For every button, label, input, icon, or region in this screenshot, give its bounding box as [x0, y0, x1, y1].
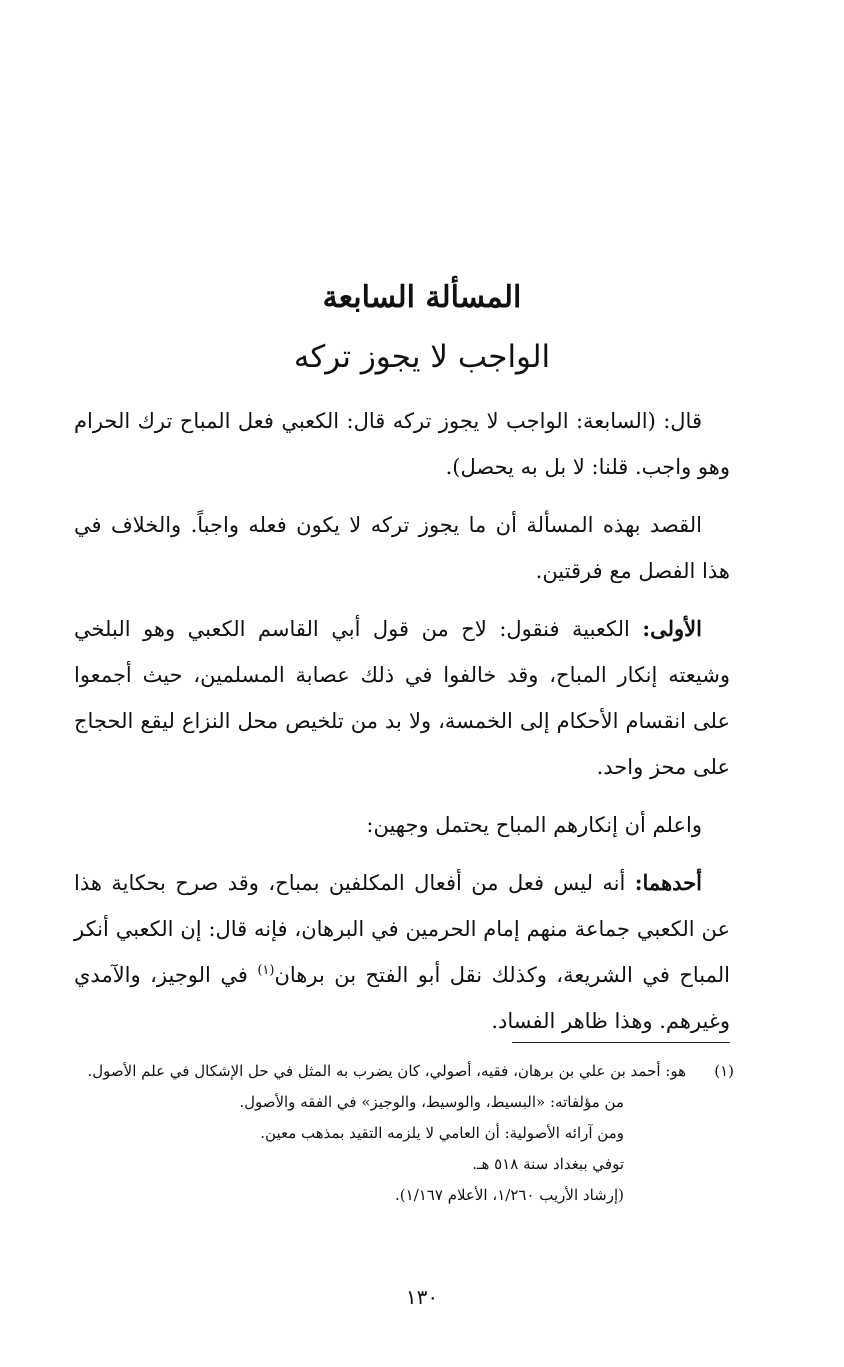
paragraph-first-group [74, 606, 730, 790]
first-aspect-text-b: في الوجيز، والآمدي وغيرهم. وهذا ظاهر الفساد. [74, 963, 730, 1033]
chapter-subtitle: الواجب لا يجوز تركه [293, 339, 551, 375]
footnote-line-death: توفي ببغداد سنة ٥١٨ هـ. [472, 1155, 624, 1173]
footnotes [74, 1056, 734, 1211]
paragraph-intro: القصد بهذه المسألة أن ما يجوز تركه لا يكون فعله واجباً. والخلاف في هذا الفصل مع فرقتين. [74, 513, 730, 583]
footnote-number: (١) [714, 1062, 734, 1080]
paragraph-first-aspect [74, 860, 730, 1044]
first-group-label: الأولى: [642, 616, 702, 641]
footnote-line-sources: (إرشاد الأريب ١/٢٦٠، الأعلام ١/١٦٧). [395, 1186, 624, 1204]
footnote-entry [74, 1056, 734, 1087]
main-text [74, 398, 730, 1056]
first-aspect-label: أحدهما: [634, 870, 702, 895]
first-group-text: الكعبية فنقول: لاح من قول أبي القاسم الكعبي وهو البلخي وشيعته إنكار المباح، وقد خالفوا في ذلك عصابة المسلمين، حيث أجمعوا على انقسام الأحكام إلى الخمسة، ولا بد من تلخيص محل النزاع ليقع الحجاج على محز واحد. [74, 617, 730, 779]
page-number: ١٣٠ [405, 1285, 439, 1309]
first-aspect-text-a: أنه ليس فعل من أفعال المكلفين بمباح، وقد صرح بحكاية هذا عن الكعبي جماعة منهم إمام الحرمين في البرهان، فإنه قال: إن الكعبي أنكر المباح في الشريعة، وكذلك نقل أبو الفتح بن برهان [74, 871, 730, 987]
footnote-line-opinions: ومن آرائه الأصولية: أن العامي لا يلزمه التقيد بمذهب معين. [260, 1124, 624, 1142]
paragraph-two-aspects: واعلم أن إنكارهم المباح يحتمل وجهين: [366, 813, 702, 837]
footnote-line-works: من مؤلفاته: «البسيط، والوسيط، والوجيز» في الفقه والأصول. [239, 1093, 624, 1111]
footnote-separator [512, 1042, 730, 1043]
footnote-line-biography: هو: أحمد بن علي بن برهان، فقيه، أصولي، كان يضرب به المثل في حل الإشكال في علم الأصول. [87, 1062, 686, 1080]
footnote-reference[interactable]: (١) [257, 963, 275, 978]
paragraph-quote: قال: (السابعة: الواجب لا يجوز تركه قال: الكعبي فعل المباح ترك الحرام وهو واجب. قلنا: لا بل به يحصل). [74, 409, 730, 479]
chapter-title: المسألة السابعة [322, 280, 522, 315]
